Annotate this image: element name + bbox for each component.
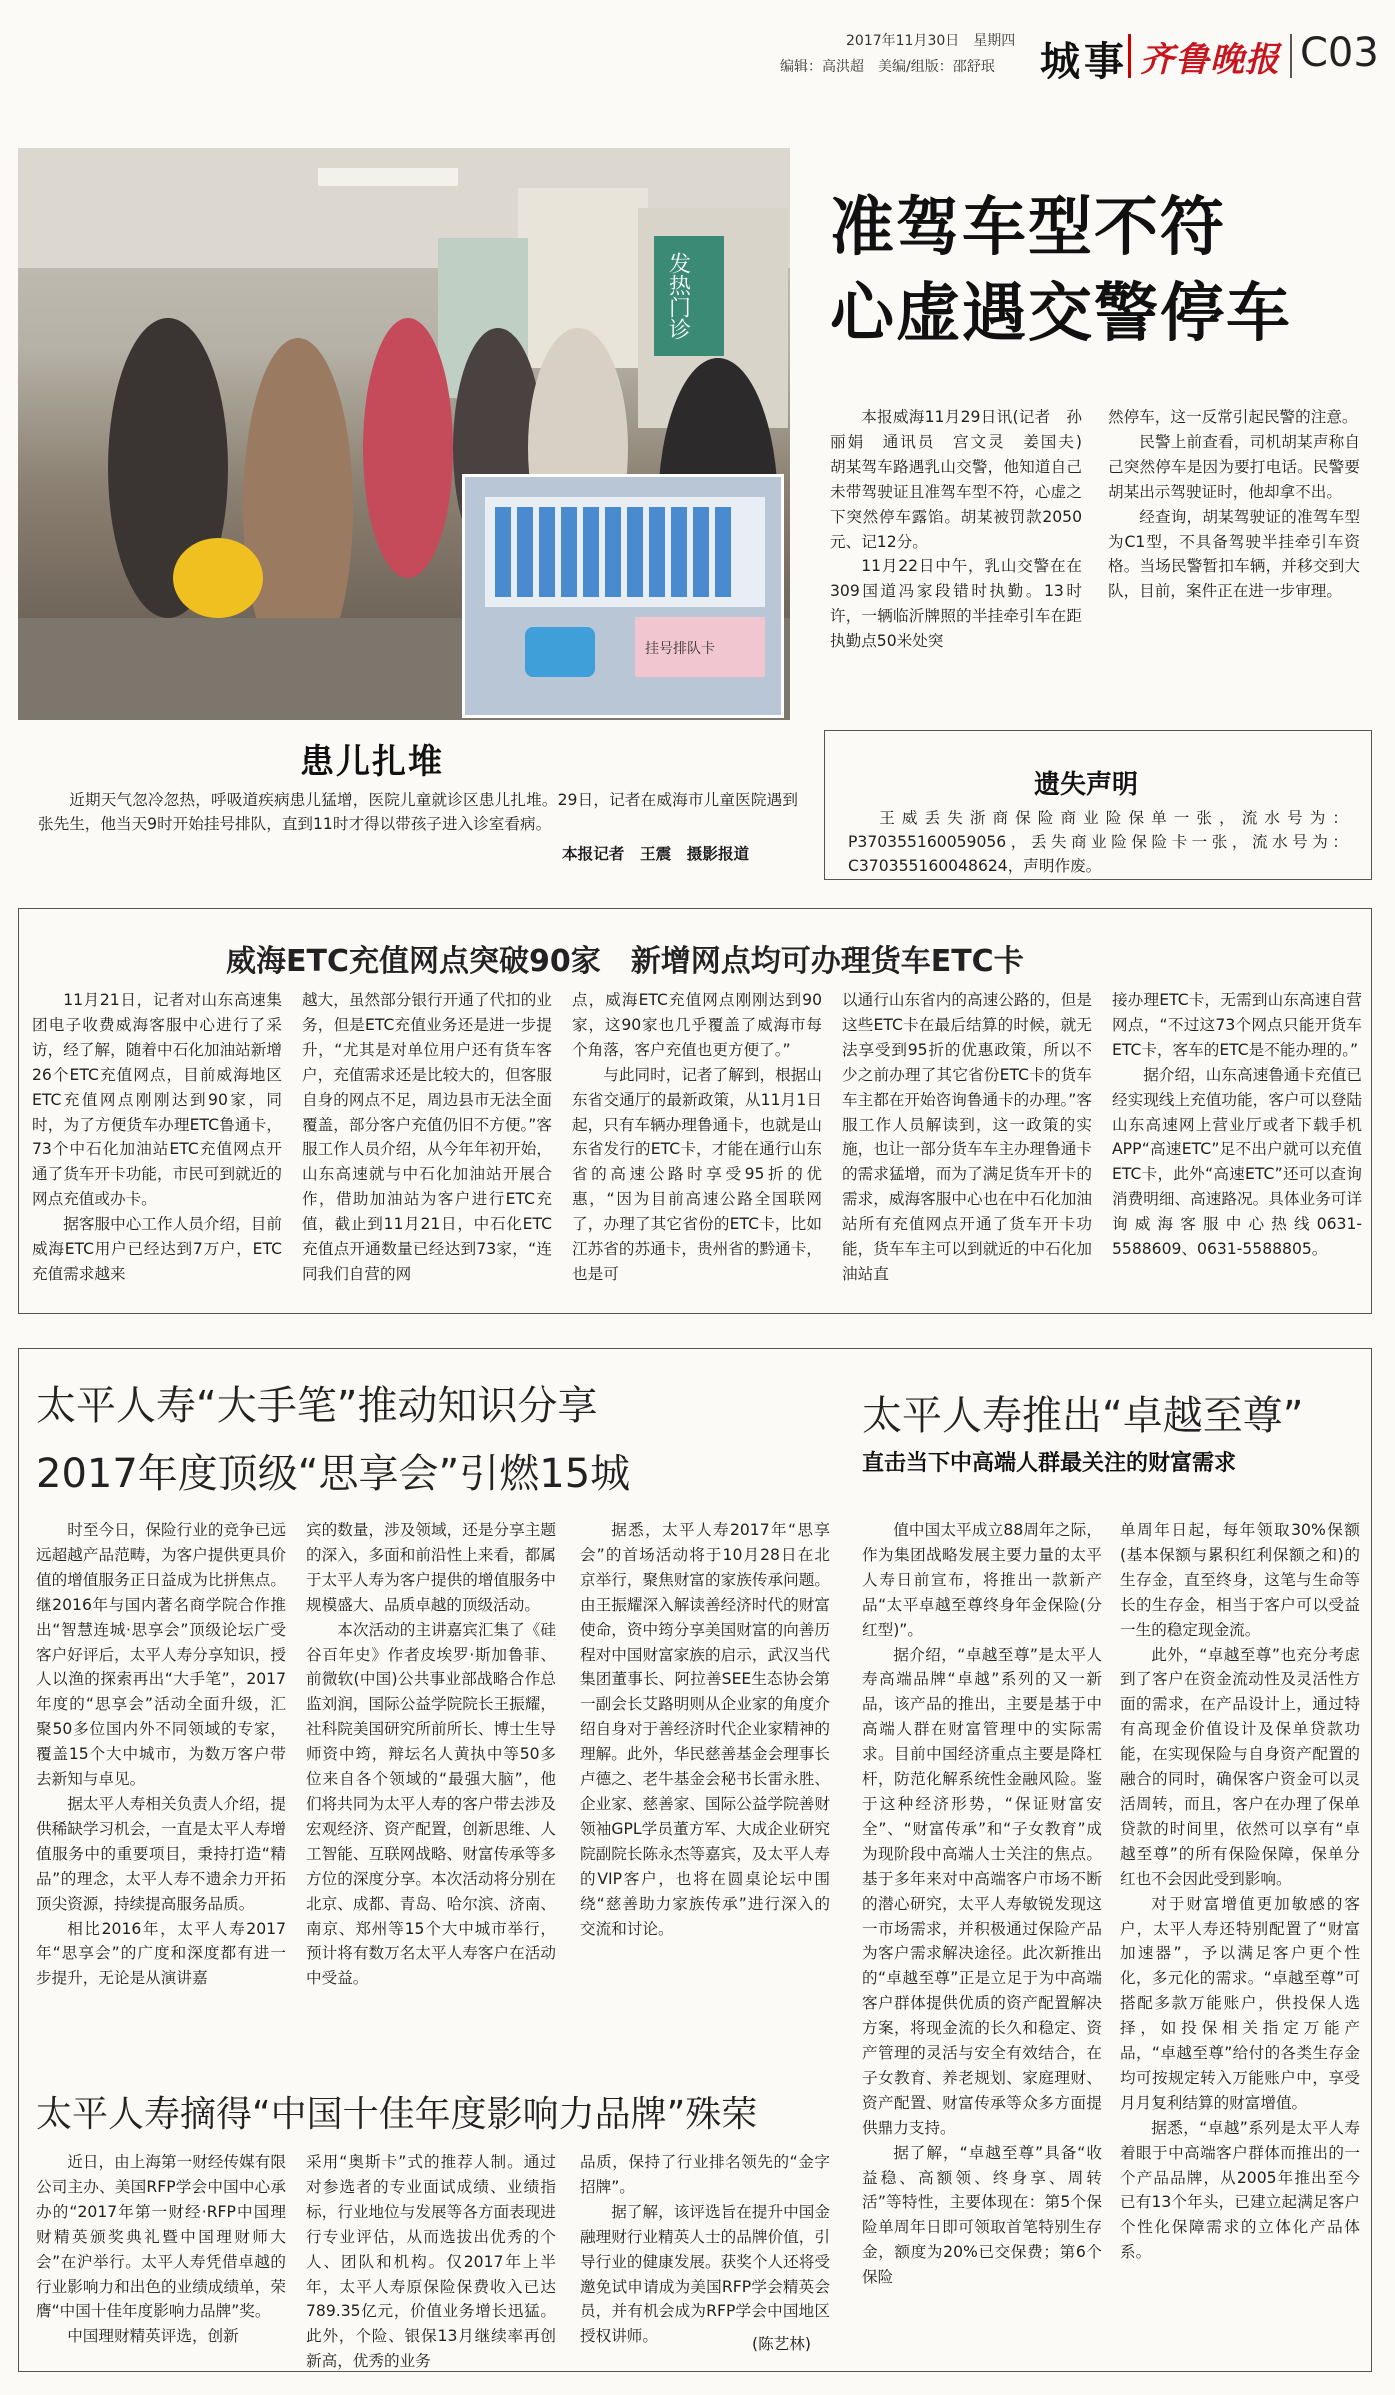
drive-col-1: 本报威海11月29日讯(记者 孙丽娟 通讯员 宫文灵 姜国夫) 胡某驾车路遇乳山交警，他知道自己未带驾驶证且准驾车型不符，心虚之下突然停车露馅。胡某被罚款2050元、记12分。 11月22日中午，乳山交警在在309国道冯家段错时执勤。13时许，一辆临沂牌照的半挂牵引车在距执勤点50米处突 [830, 408, 1098, 651]
etc-col-3: 点，威海ETC充值网点刚刚达到90家，这90家也几乎覆盖了威海市每个角落，客户充值也更方便了。” 与此同时，记者了解到，根据山东省交通厅的最新政策，从11月1日起，只有车辆办理鲁通卡，也就是山东省发行的ETC卡，才能在通行山东省的高速公路时享受95折的优惠，“因为目前高速公路全国联网了，办理了其它省份的ETC卡，比如江苏省的苏通卡，贵州省的黔通卡，也是可 [572, 991, 822, 1283]
etc-col-4: 以通行山东省内的高速公路的，但是这些ETC卡在最后结算的时候，就无法享受到95折的优惠政策，所以不少之前办理了其它省份ETC卡的货车车主都在开始咨询鲁通卡的办理。”客服工作人员解读到，这一政策的实施，也让一部分货车车主办理鲁通卡的需求猛增，而为了满足货车开卡的需求，威海客服中心也在中石化加油站所有充值网点开通了货车开卡功能，货车车主可以到就近的中石化加油站直 [842, 991, 1092, 1283]
sixiang-col-3: 据悉，太平人寿2017年“思享会”的首场活动将于10月28日在北京举行，聚焦财富的家族传承问题。由王振耀深入解读善经济时代的财富使命，资中筠分享美国财富的向善历程对中国财富家族的启示，武汉当代集团董事长、阿拉善SEE生态协会第一副会长艾路明则从企业家的角度介绍自身对于善经济时代企业家精神的理解。此外，华民慈善基金会理事长卢德之、老牛基金会秘书长雷永胜、企业家、慈善家、国际公益学院善财领袖GPL学员董方军、大成企业研究院副院长陈永杰等嘉宾，及太平人寿的VIP客户，也将在圆桌论坛中围绕“慈善助力家族传承”进行深入的交流和讨论。 [580, 1521, 830, 1938]
drive-title-line1: 准驾车型不符 [830, 191, 1226, 265]
zhuoyue-subtitle: 直击当下中高端人群最关注的财富需求 [862, 1451, 1237, 1476]
brand-col-2: 采用“奥斯卡”式的推荐人制。通过对参选者的专业面试成绩、业绩指标，行业地位与发展等各方面表现进行专业评估，从而选拔出优秀的个人、团队和机构。仅2017年上半年，太平人寿原保险保费收入已达789.35亿元，价值业务增长迅猛。此外，个险、银保13月继续率再创新高，优秀的业务 [306, 2153, 556, 2371]
sixiang-title-line2: 2017年度顶级“思享会”引燃15城 [36, 1451, 631, 1497]
photo-byline: 本报记者 王震 摄影报道 [562, 845, 750, 863]
queue-card-label: 挂号排队卡 [645, 641, 715, 657]
paper-logo: 齐鲁晚报 [1140, 40, 1280, 80]
lost-notice-title: 遗失声明 [1034, 770, 1139, 800]
etc-col-2: 越大，虽然部分银行开通了代扣的业务，但是ETC充值业务还是进一步提升，“尤其是对单位用户还有货车客户，充值需求还是比较大的，但客服自身的网点不足，周边县市无法全面覆盖，部分客户充值仍旧不方便。”客服工作人员介绍，从今年年初开始，山东高速就与中石化加油站开展合作，借助加油站为客户进行ETC充值，截止到11月21日，中石化ETC充值点开通数量已经达到73家，“连同我们自营的网 [302, 991, 552, 1283]
drive-col-2: 然停车，这一反常引起民警的注意。 民警上前查看，司机胡某声称自己突然停车是因为要打电话。民警要胡某出示驾驶证时，他却拿不出。 经查询，胡某驾驶证的准驾车型为C1型，不具备驾驶半挂牵引车资格。当场民警暂扣车辆，并移交到大队，目前，案件正在进一步审理。 [1108, 408, 1360, 601]
photo-caption: 近期天气忽冷忽热，呼吸道疾病患儿猛增，医院儿童就诊区患儿扎堆。29日，记者在威海市儿童医院遇到张先生，他当天9时开始挂号排队，直到11时才得以带孩子进入诊室看病。 [38, 791, 798, 833]
brand-col-3: 品质，保持了行业排名领先的“金字招牌”。 据了解，该评选旨在提升中国金融理财行业精英人士的品牌价值，引导行业的健康发展。获奖个人还将受邀免试申请成为美国RFP学会精英会员，并有机会成为RFP学会中国地区授权讲师。 [580, 2153, 830, 2346]
drive-title-line2: 心虚遇交警停车 [830, 277, 1292, 351]
editors-line: 编辑：高洪超 美编/组版：邵舒珉 [780, 59, 995, 75]
inset-photo-queue-cards [462, 474, 784, 718]
issue-date: 2017年11月30日 星期四 [846, 33, 1016, 49]
section-divider-2 [1290, 34, 1292, 78]
etc-col-5: 接办理ETC卡，无需到山东高速自营网点，“不过这73个网点只能开货车ETC卡，客车的ETC是不能办理的。” 据介绍，山东高速鲁通卡充值已经实现线上充值功能，客户可以登陆山东高速网上营业厅或者下载手机APP“高速ETC”足不出户就可以充值ETC卡，此外“高速ETC”还可以查询消费明细、高速路况。具体业务可详询威海客服中心热线0631-5588609、0631-5588805。 [1112, 991, 1362, 1259]
brand-title: 太平人寿摘得“中国十佳年度影响力品牌”殊荣 [36, 2094, 758, 2135]
lost-notice-text: 王威丢失浙商保险商业险保单一张，流水号为：P370355160059056，丢失商业险保险卡一张，流水号为：C370355160048624，声明作废。 [848, 809, 1348, 875]
fever-clinic-sign: 发热门诊 [665, 252, 691, 340]
zhuoyue-title: 太平人寿推出“卓越至尊” [862, 1393, 1304, 1439]
sixiang-col-1: 时至今日，保险行业的竞争已远远超越产品范畴，为客户提供更具价值的增值服务正日益成为比拼焦点。继2016年与国内著名商学院合作推出“智慧连城·思享会”顶级论坛广受客户好评后，太平人寿分享知识，授人以渔的探索再出“大手笔”，2017年度的“思享会”活动全面升级，汇聚50多位国内外不同领域的专家，覆盖15个大中城市，为数万客户带去新知与卓见。 据太平人寿相关负责人介绍，提供稀缺学习机会，一直是太平人寿增值服务中的重要项目，秉持打造“精品”的理念，太平人寿不遗余力开拓顶尖资源，持续提高服务品质。 相比2016年，太平人寿2017年“思享会”的广度和深度都有进一步提升，无论是从演讲嘉 [36, 1521, 286, 1988]
sixiang-title-line1: 太平人寿“大手笔”推动知识分享 [36, 1383, 598, 1429]
sixiang-col-2: 宾的数量，涉及领域，还是分享主题的深入，多面和前沿性上来看，都属于太平人寿为客户提供的增值服务中规模盛大、品质卓越的顶级活动。 本次活动的主讲嘉宾汇集了《硅谷百年史》作者皮埃罗·斯加鲁菲、前微软(中国)公共事业部战略合作总监刘润，国际公益学院院长王振耀，社科院美国研究所前所长、博士生导师资中筠，辩坛名人黄执中等50多位来自各个领域的“最强大脑”，他们将共同为太平人寿的客户带去涉及宏观经济、资产配置，创新思维、人工智能、互联网战略、财富传承等多方位的深度分享。本次活动将分别在北京、成都、青岛、哈尔滨、济南、南京、郑州等15个大中城市举行，预计将有数万名太平人寿客户在活动中受益。 [306, 1521, 556, 1988]
etc-title: 威海ETC充值网点突破90家 新增网点均可办理货车ETC卡 [226, 944, 1024, 979]
zhuoyue-col-2: 单周年日起，每年领取30%保额(基本保额与累积红利保额之和)的生存金，直至终身，这笔与生命等长的生存金，相当于客户可以受益一生的稳定现金流。 此外，“卓越至尊”也充分考虑到了客户在资金流动性及灵活性方面的需求，在产品设计上，通过特有高现金价值设计及保单贷款功能，在实现保险与自身资产配置的融合的同时，确保客户资金可以灵活周转，而且，客户在办理了保单贷款的时间里，依然可以享有“卓越至尊”的所有保险保障，保单分红也不会因此受到影响。 对于财富增值更加敏感的客户，太平人寿还特别配置了“财富加速器”，予以满足客户更个性化，多元化的需求。“卓越至尊”可搭配多款万能账户，供投保人选择，如投保相关指定万能产品，“卓越至尊”给付的各类生存金均可按规定转入万能账户中，享受月月复利结算的财富增值。 据悉，“卓越”系列是太平人寿着眼于中高端客户群体而推出的一个产品品牌，从2005年推出至今已有13个年头，已建立起满足客户个性化保障需求的立体化产品体系。 [1120, 1521, 1360, 2262]
etc-col-1: 11月21日，记者对山东高速集团电子收费威海客服中心进行了采访，经了解，随着中石化加油站新增26个ETC充值网点，目前威海地区ETC充值网点刚刚达到90家，同时，为了方便货车办理ETC鲁通卡，73个中石化加油站ETC充值网点开通了货车开卡功能，市民可到就近的网点充值或办卡。 据客服中心工作人员介绍，目前威海ETC用户已经达到7万户，ETC充值需求越来 [32, 991, 282, 1283]
brand-byline: (陈艺林) [752, 2335, 811, 2353]
section-divider [1128, 34, 1131, 78]
section-name: 城事 [1040, 39, 1128, 85]
zhuoyue-col-1: 值中国太平成立88周年之际，作为集团战略发展主要力量的太平人寿日前宣布，将推出一款新产品“太平卓越至尊终身年金保险(分红型)”。 据介绍，“卓越至尊”是太平人寿高端品牌“卓越”系列的又一新品，该产品的推出，主要是基于中高端人群在财富管理中的实际需求。目前中国经济重点主要是降杠杆，防范化解系统性金融风险。鉴于这种经济形势，“保证财富安全”、“财富传承”和“子女教育”成为现阶段中高端人士关注的焦点。基于多年来对中高端客户市场不断的潜心研究，太平人寿敏锐发现这一市场需求，并积极通过保险产品为客户需求解决途径。此次新推出的“卓越至尊”正是立足于为中高端客户群体提供优质的资产配置解决方案，将现金流的长久和稳定、资产管理的灵活与安全有效结合，在子女教育、养老规划、家庭理财、资产配置、财富传承等众多方面提供鼎力支持。 据了解，“卓越至尊”具备“收益稳、高额领、终身享、周转活”等特性，主要体现在：第5个保险单周年日即可领取首笔特别生存金，额度为20%已交保费；第6个保险 [862, 1521, 1102, 2287]
photo-story-title: 患儿扎堆 [300, 742, 444, 782]
brand-col-1: 近日，由上海第一财经传媒有限公司主办、美国RFP学会中国中心承办的“2017年第一财经·RFP中国理财精英颁奖典礼暨中国理财师大会”在沪举行。太平人寿凭借卓越的行业影响力和出色的业绩成绩单，荣膺“中国十佳年度影响力品牌”奖。 中国理财精英评选，创新 [36, 2153, 286, 2346]
page-number: C03 [1300, 30, 1379, 76]
queue-cards-illustration [465, 477, 781, 715]
